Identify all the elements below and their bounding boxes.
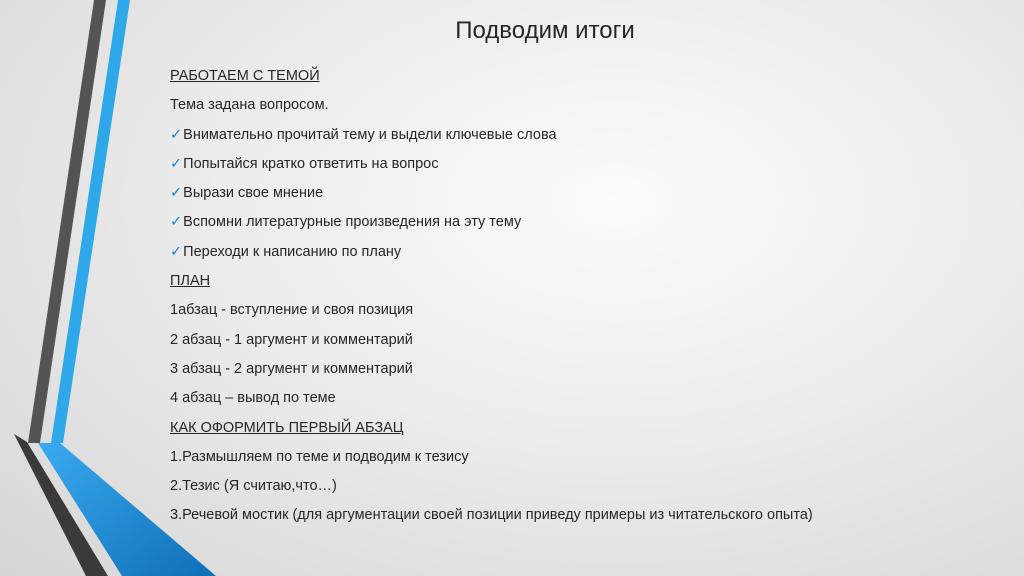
plan-item: 1абзац - вступление и своя позиция [170, 302, 414, 319]
section-heading-first-paragraph: КАК ОФОРМИТЬ ПЕРВЫЙ АБЗАЦ [170, 419, 404, 436]
checklist-item-text: Переходи к написанию по плану [183, 243, 402, 260]
section-heading-plan: ПЛАН [170, 273, 211, 290]
checklist-item [170, 183, 1000, 212]
checkmark-icon: ✓ [170, 155, 183, 172]
plan-item: 2 абзац - 1 аргумент и комментарий [170, 331, 413, 348]
checklist-item [170, 242, 1000, 271]
checklist-item-text: Внимательно прочитай тему и выдели ключевые слова [183, 126, 557, 143]
checkmark-icon: ✓ [170, 214, 183, 231]
slide-title: Подводим итоги [455, 17, 635, 44]
section-heading-topic: РАБОТАЕМ С ТЕМОЙ [170, 68, 320, 84]
plan-item: 4 абзац – вывод по теме [170, 390, 336, 407]
checklist-item-text: Вспомни литературные произведения на эту тему [183, 214, 522, 231]
step-item: 3.Речевой мостик (для аргументации своей позиции приведу примеры из читательского опыта) [170, 507, 813, 524]
checklist-item [170, 212, 1000, 241]
checklist-item [170, 125, 1000, 154]
slide-body [170, 66, 1000, 535]
intro-text: Тема задана вопросом. [170, 97, 329, 114]
checklist-item-text: Попытайся кратко ответить на вопрос [183, 155, 439, 172]
step-item: 2.Тезис (Я считаю,что…) [170, 478, 337, 495]
checkmark-icon: ✓ [170, 185, 183, 202]
step-item: 1.Размышляем по теме и подводим к тезису [170, 448, 469, 465]
checkmark-icon: ✓ [170, 243, 183, 260]
checklist-item [170, 154, 1000, 183]
plan-item: 3 абзац - 2 аргумент и комментарий [170, 360, 413, 377]
checkmark-icon: ✓ [170, 126, 183, 143]
checklist-item-text: Вырази свое мнение [183, 185, 324, 202]
